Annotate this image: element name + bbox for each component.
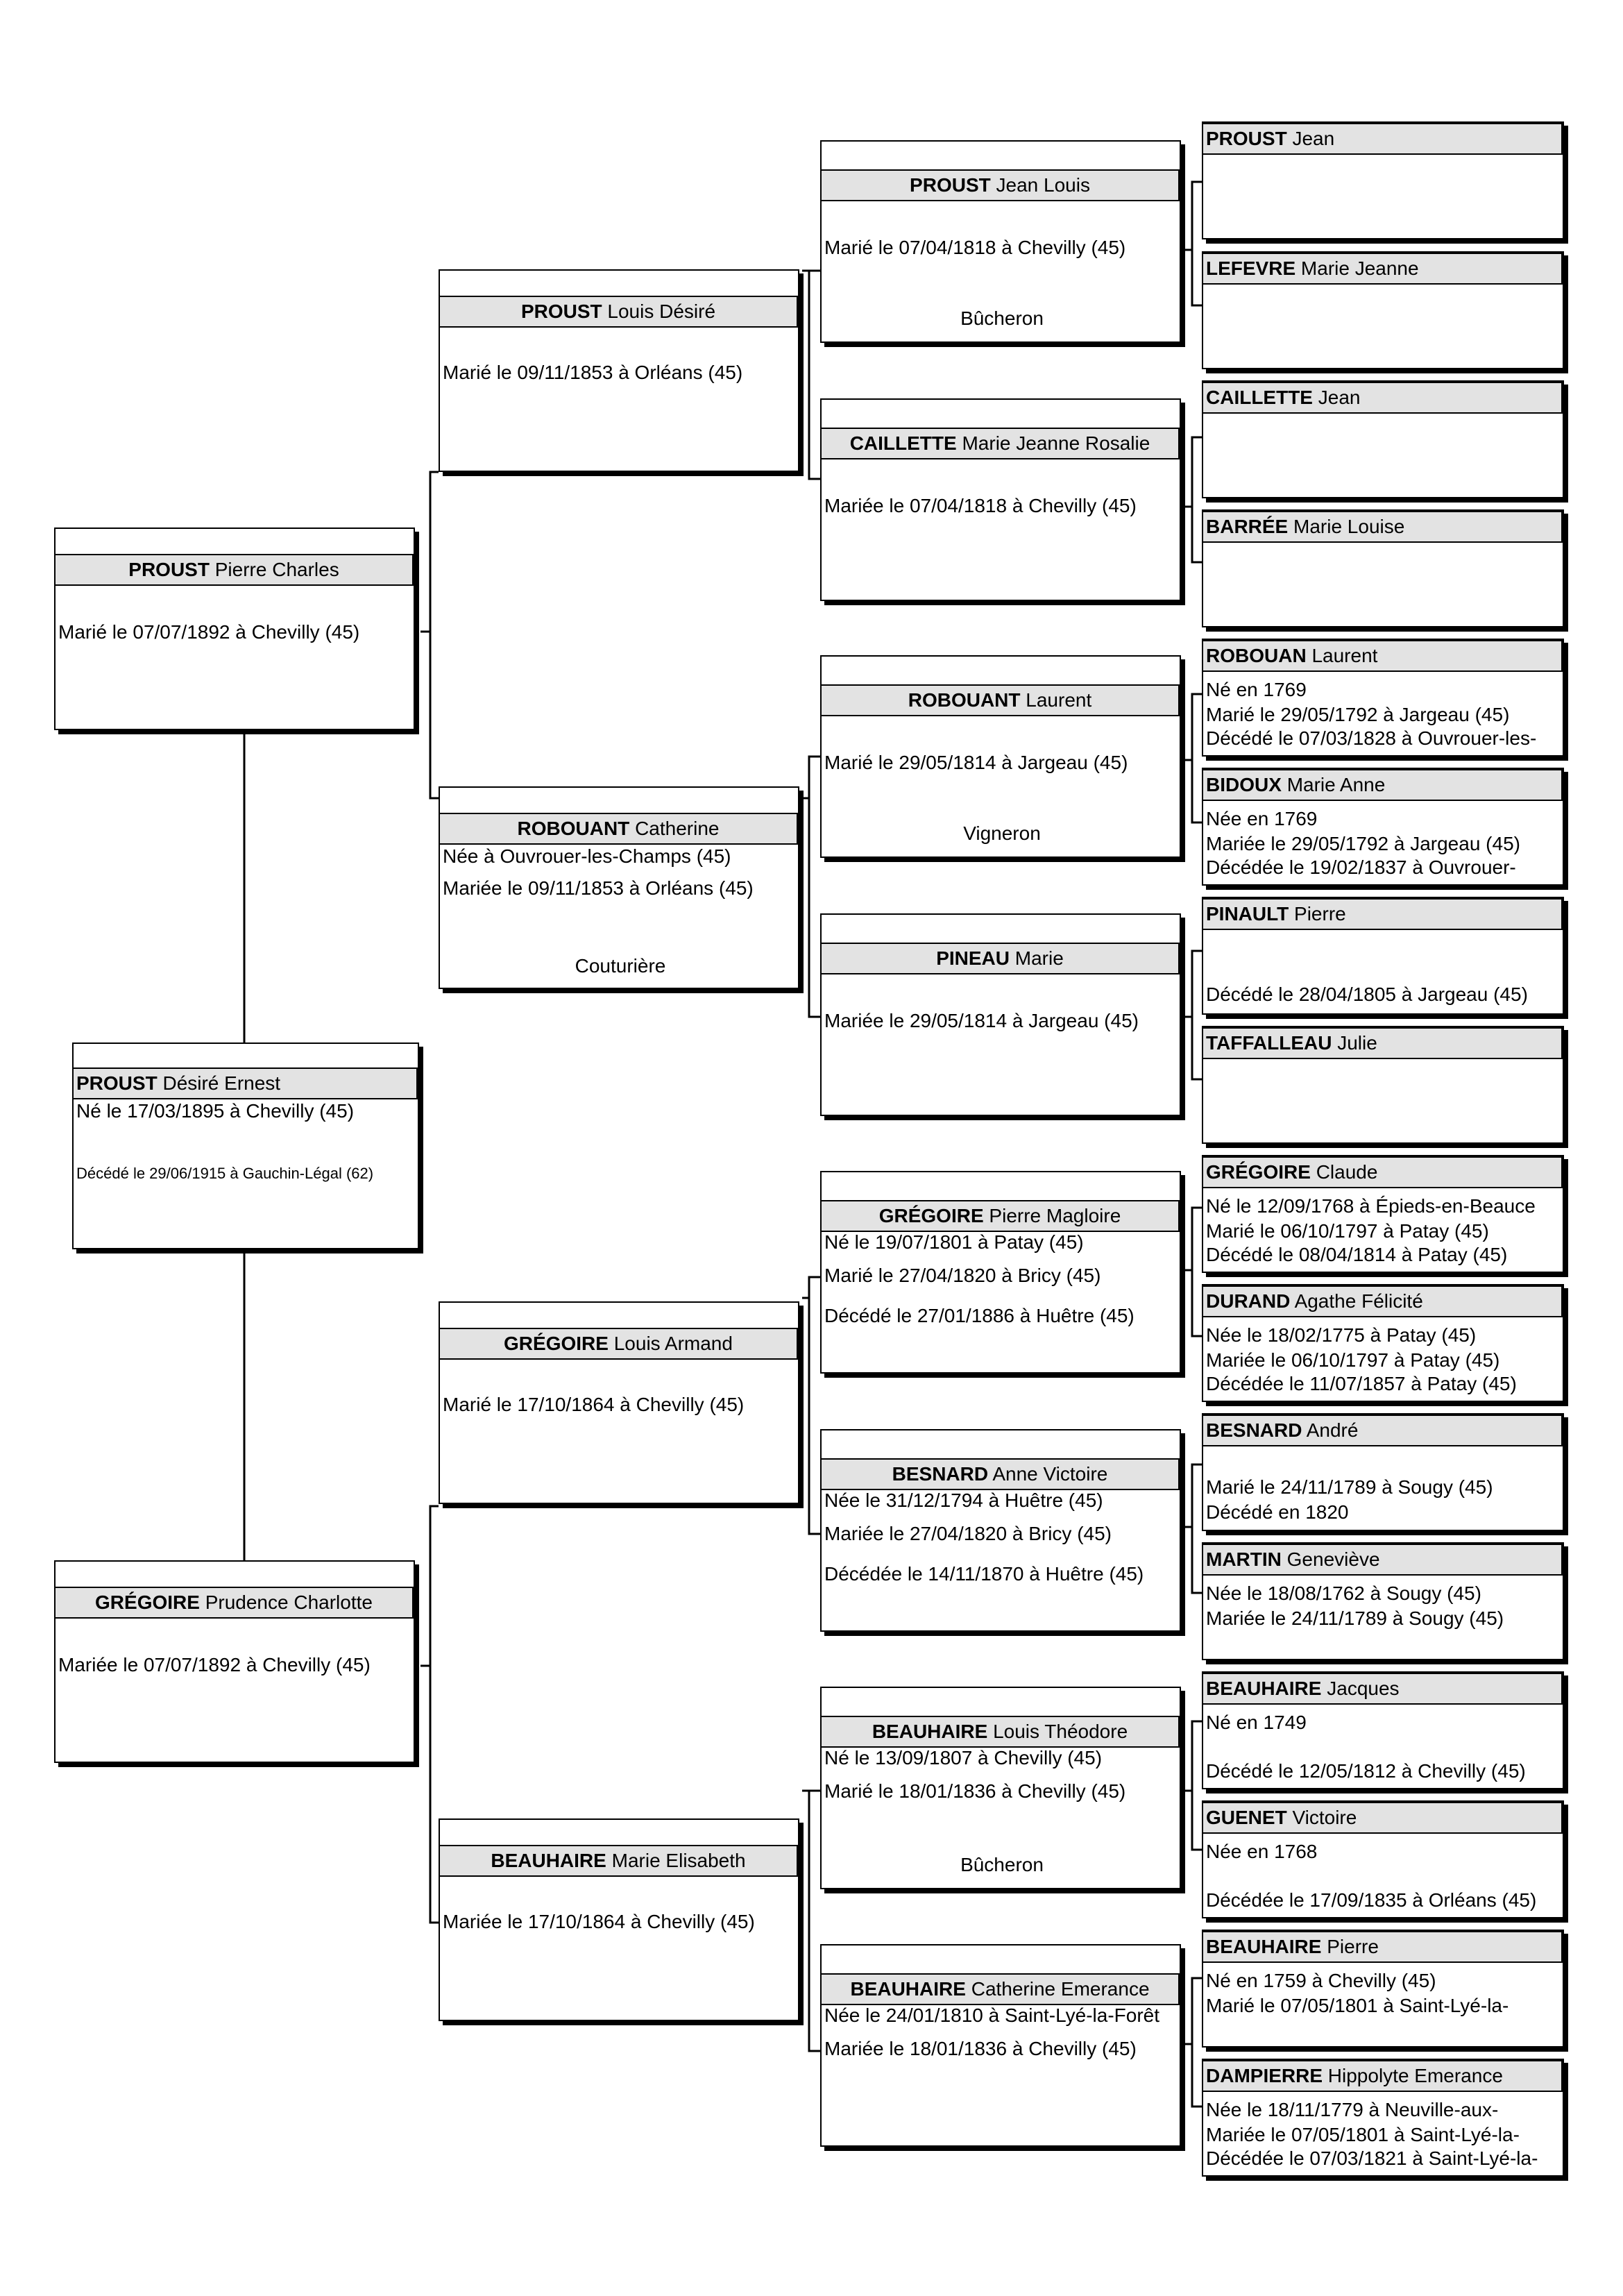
person-detail-line: Mariée le 29/05/1792 à Jargeau (45) [1206, 833, 1520, 854]
person-name-bar [1202, 898, 1563, 930]
person-name-bar [1202, 511, 1563, 543]
person-card [820, 913, 1181, 1116]
person-given-name: Désiré Ernest [162, 1072, 281, 1094]
person-given-name: Hippolyte Emerance [1327, 2065, 1503, 2086]
person-detail-line: Né le 12/09/1768 à Épieds-en-Beauce [1206, 1195, 1536, 1217]
person-detail-line: Marié le 07/07/1892 à Chevilly (45) [58, 621, 360, 643]
person-detail-line: Marié le 18/01/1836 à Chevilly (45) [824, 1780, 1126, 1802]
person-detail-line: Marié le 06/10/1797 à Patay (45) [1206, 1220, 1489, 1242]
person-given-name: Pierre Charles [214, 559, 339, 580]
person-detail-line: Décédé le 12/05/1812 à Chevilly (45) [1206, 1760, 1526, 1782]
person-detail-line: Née en 1769 [1206, 808, 1318, 829]
person-name-bar [1202, 1285, 1563, 1317]
person-surname: ROBOUANT [517, 818, 630, 839]
person-card [820, 1687, 1181, 1889]
person-name-bar [820, 1973, 1180, 2005]
person-detail-line: Marié le 07/04/1818 à Chevilly (45) [824, 237, 1126, 258]
person-name-bar [820, 684, 1180, 716]
person-detail-line: Né le 17/03/1895 à Chevilly (45) [76, 1100, 355, 1122]
person-surname: GRÉGOIRE [878, 1205, 984, 1226]
person-detail-line: Né le 13/09/1807 à Chevilly (45) [824, 1747, 1103, 1769]
person-given-name: Laurent [1311, 645, 1378, 666]
person-surname: BEAUHAIRE [872, 1721, 988, 1742]
person-given-name: Jacques [1327, 1678, 1400, 1699]
person-card [1202, 2059, 1564, 2177]
person-detail-line: Né en 1769 [1206, 679, 1307, 700]
person-detail-line: Couturière [575, 955, 666, 977]
person-detail-line: Né en 1759 à Chevilly (45) [1206, 1970, 1436, 1991]
person-detail-line: Née le 24/01/1810 à Saint-Lyé-la-Forêt [824, 2004, 1160, 2026]
person-given-name: Jean [1318, 387, 1361, 408]
person-surname: PROUST [910, 174, 991, 196]
person-detail-line: Décédée le 14/11/1870 à Huêtre (45) [824, 1563, 1144, 1585]
person-surname: DAMPIERRE [1206, 2065, 1323, 2086]
person-detail-line: Mariée le 07/05/1801 à Saint-Lyé-la- [1206, 2124, 1520, 2145]
person-card [54, 527, 415, 730]
person-detail-line: Décédé le 29/06/1915 à Gauchin-Légal (62) [76, 1165, 374, 1182]
person-detail-line: Mariée le 24/11/1789 à Sougy (45) [1206, 1607, 1504, 1629]
person-name-bar [1202, 2060, 1563, 2092]
person-card [1202, 121, 1564, 239]
person-detail-line: Mariée le 07/07/1892 à Chevilly (45) [58, 1654, 371, 1675]
person-card [1202, 1026, 1564, 1144]
person-card [1202, 1800, 1564, 1918]
person-detail-line: Marié le 24/11/1789 à Sougy (45) [1206, 1476, 1493, 1498]
person-card [1202, 1930, 1564, 2048]
person-surname: BIDOUX [1206, 774, 1282, 795]
person-name-bar [1202, 769, 1563, 801]
person-surname: ROBOUAN [1206, 645, 1307, 666]
person-card [820, 655, 1181, 858]
person-card [439, 1818, 799, 2021]
person-detail-line: Bûcheron [960, 307, 1044, 329]
person-card [1202, 380, 1564, 498]
person-detail-line: Décédé le 08/04/1814 à Patay (45) [1206, 1244, 1508, 1265]
person-given-name: Prudence Charlotte [205, 1592, 373, 1613]
person-card [1202, 509, 1564, 627]
person-name-bar [1202, 1802, 1563, 1834]
person-card [820, 1944, 1181, 2147]
person-name-bar [820, 1458, 1180, 1490]
person-card [1202, 1155, 1564, 1273]
person-name-bar [1202, 1027, 1563, 1059]
person-given-name: Pierre [1327, 1936, 1379, 1957]
person-name-bar [54, 1587, 414, 1619]
person-detail-line: Mariée le 17/10/1864 à Chevilly (45) [443, 1911, 755, 1932]
person-surname: GUENET [1206, 1807, 1287, 1828]
person-detail-line: Mariée le 09/11/1853 à Orléans (45) [443, 877, 754, 899]
person-given-name: Louis Armand [613, 1333, 733, 1354]
person-name-bar [1202, 1156, 1563, 1188]
person-surname: BEAUHAIRE [1206, 1936, 1322, 1957]
person-given-name: Marie Jeanne Rosalie [962, 432, 1150, 454]
person-given-name: Anne Victoire [992, 1463, 1108, 1485]
person-given-name: Jean Louis [996, 174, 1090, 196]
person-detail-line: Décédée le 19/02/1837 à Ouvrouer- [1206, 856, 1516, 878]
person-surname: BESNARD [892, 1463, 989, 1485]
person-detail-line: Mariée le 07/04/1818 à Chevilly (45) [824, 495, 1137, 516]
person-given-name: Marie Louise [1293, 516, 1405, 537]
person-surname: BEAUHAIRE [491, 1850, 606, 1871]
person-detail-line: Vigneron [963, 822, 1041, 844]
person-card [1202, 897, 1564, 1015]
person-detail-line: Décédé en 1820 [1206, 1501, 1349, 1523]
person-card [820, 1429, 1181, 1632]
person-name-bar [1202, 1415, 1563, 1446]
person-surname: ROBOUANT [908, 689, 1021, 711]
person-card [820, 398, 1181, 601]
person-given-name: Marie Jeanne [1300, 258, 1419, 279]
person-surname: GRÉGOIRE [95, 1592, 200, 1613]
person-given-name: André [1306, 1419, 1359, 1441]
person-name-bar [439, 813, 798, 845]
person-detail-line: Bûcheron [960, 1854, 1044, 1875]
person-card [1202, 768, 1564, 886]
person-detail-line: Né le 19/07/1801 à Patay (45) [824, 1231, 1084, 1253]
person-surname: CAILLETTE [849, 432, 957, 454]
person-detail-line: Née le 18/08/1762 à Sougy (45) [1206, 1582, 1481, 1604]
person-card [54, 1560, 415, 1763]
person-surname: MARTIN [1206, 1548, 1282, 1570]
person-surname: TAFFALLEAU [1206, 1032, 1332, 1054]
person-name-bar [439, 1845, 798, 1877]
person-surname: PROUST [76, 1072, 158, 1094]
person-name-bar [439, 296, 798, 328]
person-card [1202, 1284, 1564, 1402]
person-detail-line: Mariée le 06/10/1797 à Patay (45) [1206, 1349, 1500, 1371]
person-surname: BARRÉE [1206, 516, 1289, 537]
person-detail-line: Décédée le 11/07/1857 à Patay (45) [1206, 1373, 1517, 1394]
person-surname: GRÉGOIRE [1206, 1161, 1311, 1183]
person-card [820, 140, 1181, 343]
person-detail-line: Marié le 27/04/1820 à Bricy (45) [824, 1265, 1101, 1286]
person-given-name: Claude [1316, 1161, 1378, 1183]
person-detail-line: Mariée le 18/01/1836 à Chevilly (45) [824, 2038, 1137, 2059]
person-detail-line: Marié le 29/05/1814 à Jargeau (45) [824, 752, 1128, 773]
person-card [820, 1171, 1181, 1374]
person-surname: GRÉGOIRE [504, 1333, 609, 1354]
person-detail-line: Née le 18/11/1779 à Neuville-aux- [1206, 2099, 1499, 2120]
person-surname: PINAULT [1206, 903, 1289, 925]
person-name-bar [1202, 123, 1563, 155]
person-name-bar [1202, 640, 1563, 672]
person-surname: PROUST [1206, 128, 1287, 149]
person-detail-line: Mariée le 27/04/1820 à Bricy (45) [824, 1523, 1112, 1544]
person-detail-line: Décédé le 28/04/1805 à Jargeau (45) [1206, 984, 1528, 1005]
person-surname: BESNARD [1206, 1419, 1302, 1441]
person-given-name: Julie [1337, 1032, 1377, 1054]
person-detail-line: Née le 31/12/1794 à Huêtre (45) [824, 1489, 1103, 1511]
person-name-bar [820, 428, 1180, 459]
person-detail-line: Marié le 29/05/1792 à Jargeau (45) [1206, 704, 1510, 725]
person-name-bar [1202, 1673, 1563, 1705]
person-detail-line: Décédé le 07/03/1828 à Ouvrouer-les- [1206, 727, 1537, 749]
person-detail-line: Marié le 07/05/1801 à Saint-Lyé-la- [1206, 1995, 1509, 2016]
person-name-bar [820, 1716, 1180, 1748]
person-given-name: Agathe Félicité [1294, 1290, 1423, 1312]
person-detail-line: Décédée le 07/03/1821 à Saint-Lyé-la- [1206, 2147, 1538, 2169]
person-detail-line: Née à Ouvrouer-les-Champs (45) [443, 845, 731, 867]
person-given-name: Pierre [1294, 903, 1346, 925]
person-name-bar [820, 943, 1180, 974]
person-card [1202, 639, 1564, 757]
person-name-bar [1202, 1544, 1563, 1576]
person-name-bar [54, 554, 414, 586]
person-given-name: Geneviève [1286, 1548, 1380, 1570]
person-card [439, 1301, 799, 1504]
person-surname: CAILLETTE [1206, 387, 1313, 408]
person-name-bar [1202, 382, 1563, 414]
person-detail-line: Décédé le 27/01/1886 à Huêtre (45) [824, 1305, 1135, 1326]
person-name-bar [820, 1200, 1180, 1232]
person-given-name: Catherine [635, 818, 720, 839]
person-surname: BEAUHAIRE [850, 1978, 966, 2000]
person-surname: PROUST [520, 301, 602, 322]
person-given-name: Marie Elisabeth [611, 1850, 746, 1871]
person-card [439, 269, 799, 472]
person-name-bar [72, 1067, 418, 1099]
person-given-name: Laurent [1026, 689, 1092, 711]
person-card [1202, 1542, 1564, 1660]
person-surname: PINEAU [936, 947, 1010, 969]
person-given-name: Catherine Emerance [971, 1978, 1150, 2000]
person-detail-line: Née le 18/02/1775 à Patay (45) [1206, 1324, 1477, 1346]
person-surname: DURAND [1206, 1290, 1291, 1312]
person-name-bar [439, 1328, 798, 1360]
person-name-bar [1202, 253, 1563, 285]
person-detail-line: Né en 1749 [1206, 1712, 1307, 1733]
person-detail-line: Marié le 17/10/1864 à Chevilly (45) [443, 1394, 745, 1415]
person-surname: BEAUHAIRE [1206, 1678, 1322, 1699]
person-card [1202, 251, 1564, 369]
person-card [1202, 1413, 1564, 1531]
person-surname: LEFEVRE [1206, 258, 1296, 279]
person-given-name: Louis Désiré [607, 301, 716, 322]
person-card [72, 1043, 419, 1249]
person-surname: PROUST [128, 559, 210, 580]
person-detail-line: Marié le 09/11/1853 à Orléans (45) [443, 362, 743, 383]
person-card [1202, 1671, 1564, 1789]
person-given-name: Jean [1292, 128, 1335, 149]
person-given-name: Victoire [1292, 1807, 1357, 1828]
person-given-name: Louis Théodore [993, 1721, 1128, 1742]
person-detail-line: Mariée le 29/05/1814 à Jargeau (45) [824, 1010, 1139, 1031]
person-card [439, 786, 799, 989]
person-name-bar [820, 169, 1180, 201]
person-detail-line: Décédée le 17/09/1835 à Orléans (45) [1206, 1889, 1537, 1911]
person-given-name: Pierre Magloire [989, 1205, 1121, 1226]
person-name-bar [1202, 1931, 1563, 1963]
person-given-name: Marie Anne [1286, 774, 1386, 795]
person-given-name: Marie [1014, 947, 1064, 969]
person-detail-line: Née en 1768 [1206, 1841, 1318, 1862]
